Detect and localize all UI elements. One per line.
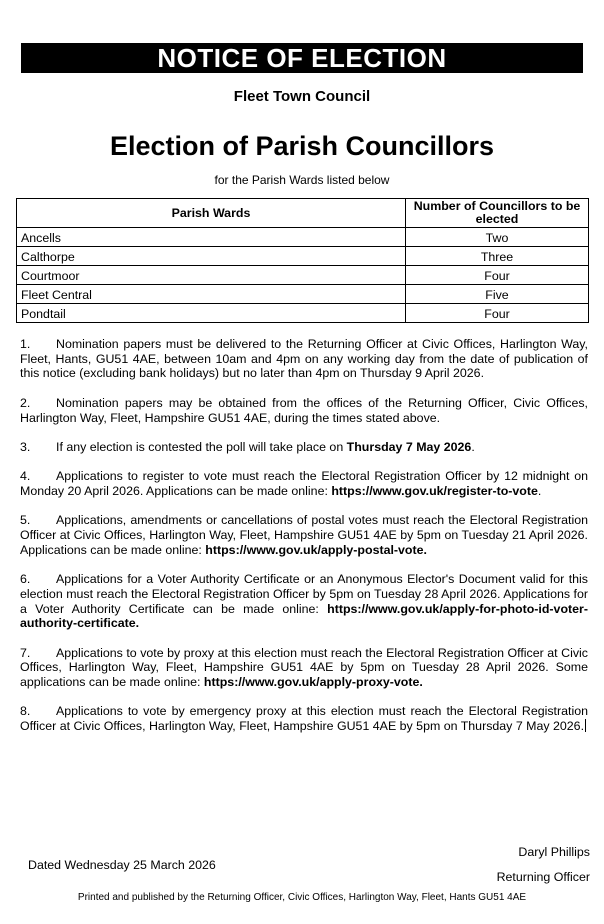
paragraph-number: 1. [20, 337, 31, 351]
table-header-councillor-count: Number of Councillors to be elected [406, 199, 589, 228]
councillor-count-cell: Four [406, 266, 589, 285]
paragraph-text: Applications for a Voter Authority Certificate or an Anonymous Elector's Document valid for this election must reach the Electoral Registration Officer by 5pm on Tuesday 28 April 2026. Applications for a Voter Authority Certificate can be made online: [20, 572, 588, 616]
paragraph-text: . [537, 483, 542, 498]
notice-paragraph [20, 469, 588, 498]
table-row [17, 247, 589, 266]
paragraph-number: 3. [20, 439, 31, 454]
notice-paragraph [20, 337, 588, 381]
paragraph-number: 4. [20, 469, 31, 484]
paragraph-number: 5. [20, 513, 31, 528]
signature-role: Returning Officer [496, 870, 590, 884]
table-header-parish-wards: Parish Wards [17, 199, 406, 228]
paragraph-text: Applications, amendments or cancellations of postal votes must reach the Electoral Registration Officer at Civic Offices, Harlington Way, Fleet, Hampshire GU51 4AE by 5pm on Tuesday 21 April 2026. Applications can be made online: [20, 513, 588, 557]
text-caret [585, 719, 586, 732]
table-header-row [17, 199, 589, 228]
ward-name-cell: Courtmoor [17, 266, 406, 285]
paragraph-number: 2. [20, 395, 31, 410]
ward-name-cell: Ancells [17, 228, 406, 247]
notice-banner-title: NOTICE OF ELECTION [157, 43, 447, 73]
councillor-count-cell: Four [406, 304, 589, 323]
table-row [17, 228, 589, 247]
table-row [17, 304, 589, 323]
dated-line: Dated Wednesday 25 March 2026 [28, 858, 216, 872]
document-text[interactable] [20, 337, 588, 749]
paragraph-text: Nomination papers must be delivered to the Returning Officer at Civic Offices, Harlington Way, Fleet, Hants, GU51 4AE, between 10am and 4pm on any working day from the date of publication of this notice (excluding bank holidays) but no later than 4pm on Thursday 9 April 2026. [20, 337, 588, 381]
paragraph-bold-text: https://www.gov.uk/apply-for-photo-id-voter-authority-certificate. [20, 601, 588, 631]
paragraph-text: Applications to vote by emergency proxy at this election must reach the Electoral Registration Officer at Civic Offices, Harlington Way, Fleet, Hampshire GU51 4AE by 5pm on Thursday 7 May 2026. [20, 704, 588, 734]
paragraph-text: Applications to register to vote must reach the Electoral Registration Officer by 12 midnight on Monday 20 April 2026. Applications can be made online: [20, 469, 588, 498]
notice-banner [21, 43, 583, 73]
paragraph-text: . [471, 439, 475, 454]
page-subtitle: for the Parish Wards listed below [214, 173, 390, 187]
councillor-count-cell: Five [406, 285, 589, 304]
notice-paragraph [20, 440, 588, 455]
paragraph-text: Applications to vote by proxy at this election must reach the Electoral Registration Officer at Civic Offices, Harlington Way, Fleet, Hampshire GU51 4AE by 5pm on Tuesday 28 April 2026. Some applications can be made online: [20, 645, 588, 690]
print-footer: Printed and published by the Returning Officer, Civic Offices, Harlington Way, Fleet, Hants GU51 4AE [77, 892, 527, 903]
page-title: Election of Parish Councillors [109, 131, 495, 161]
signature-name: Daryl Phillips [518, 845, 590, 859]
councillor-count-cell: Three [406, 247, 589, 266]
paragraph-bold-text: Thursday 7 May 2026 [346, 439, 472, 454]
paragraph-number: 7. [20, 645, 31, 660]
paragraph-bold-text: https://www.gov.uk/register-to-vote [331, 483, 538, 498]
paragraph-text: If any election is contested the poll will take place on [56, 439, 347, 454]
wards-table [16, 198, 589, 323]
council-name: Fleet Town Council [233, 88, 371, 105]
councillor-count-cell: Two [406, 228, 589, 247]
table-row [17, 285, 589, 304]
notice-paragraph [20, 572, 588, 631]
notice-paragraph [20, 646, 588, 690]
ward-name-cell: Fleet Central [17, 285, 406, 304]
paragraph-number: 8. [20, 704, 31, 719]
notice-paragraph [20, 513, 588, 557]
notice-paragraph [20, 704, 588, 733]
ward-name-cell: Pondtail [17, 304, 406, 323]
paragraph-number: 6. [20, 572, 31, 587]
table-row [17, 266, 589, 285]
ward-name-cell: Calthorpe [17, 247, 406, 266]
paragraph-text: Nomination papers may be obtained from the offices of the Returning Officer, Civic Offices, Harlington Way, Fleet, Hampshire GU51 4AE, during the times stated above. [20, 395, 588, 425]
paragraph-bold-text: https://www.gov.uk/apply-proxy-vote. [203, 675, 423, 690]
paragraph-bold-text: https://www.gov.uk/apply-postal-vote. [205, 542, 427, 557]
notice-paragraph [20, 396, 588, 425]
